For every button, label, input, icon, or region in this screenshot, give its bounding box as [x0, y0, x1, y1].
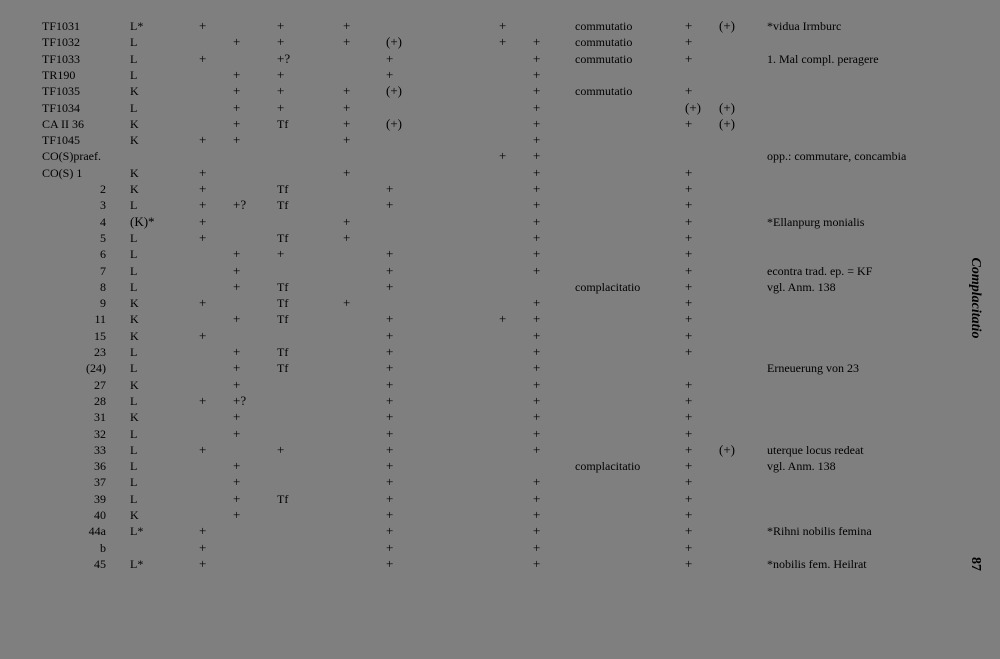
mark-col-6: + — [499, 311, 507, 327]
mark-col-9: + — [685, 539, 693, 555]
mark-col-4: + — [343, 295, 351, 311]
mark-col-3: Tf — [277, 182, 289, 196]
mark-col-9: + — [685, 262, 693, 278]
type-cell: K — [130, 410, 139, 425]
mark-col-2: + — [233, 66, 241, 82]
row-id: 44a — [88, 524, 106, 539]
mark-col-7: + — [533, 164, 541, 180]
mark-col-7: + — [533, 197, 541, 213]
table-row — [0, 409, 940, 425]
mark-col-7: + — [533, 344, 541, 359]
mark-col-1: + — [199, 213, 207, 229]
type-cell: L — [130, 475, 138, 490]
mark-col-4: + — [343, 164, 351, 180]
note-cell: *Rihni nobilis femina — [767, 524, 872, 539]
type-cell: L — [130, 361, 138, 376]
row-id: 37 — [94, 475, 106, 490]
mark-col-10: (+) — [719, 441, 735, 457]
mark-col-5: (+) — [386, 34, 402, 50]
row-id: TF1033 — [42, 51, 81, 66]
row-id: 28 — [94, 393, 106, 408]
row-id: (24) — [86, 361, 106, 376]
table-row — [0, 214, 940, 230]
mark-col-1: + — [199, 523, 207, 539]
type-cell: L — [130, 459, 138, 474]
mark-col-7: + — [533, 262, 541, 278]
type-cell: L — [130, 51, 138, 66]
mark-col-1: + — [199, 18, 207, 33]
term-cell: complacitatio — [575, 459, 641, 474]
table-row — [0, 523, 940, 539]
mark-col-1: + — [199, 197, 207, 213]
mark-col-7: + — [533, 132, 541, 148]
mark-col-2: + — [233, 262, 241, 278]
row-id: 27 — [94, 377, 106, 392]
mark-col-5: + — [386, 262, 394, 278]
row-id: 39 — [94, 491, 106, 506]
mark-col-5: + — [386, 50, 394, 66]
row-id: 6 — [100, 247, 106, 262]
mark-col-7: + — [533, 507, 541, 522]
mark-col-7: + — [533, 490, 541, 506]
table-row — [0, 393, 940, 409]
mark-col-7: + — [533, 83, 541, 99]
mark-col-7: + — [533, 229, 541, 245]
mark-col-7: + — [533, 311, 541, 327]
term-cell: commutatio — [575, 51, 633, 66]
mark-col-2: + — [233, 409, 241, 425]
mark-col-9: + — [685, 523, 693, 539]
type-cell: L — [130, 426, 138, 441]
mark-col-3: Tf — [277, 491, 289, 506]
type-cell: K — [130, 508, 139, 522]
row-id: TF1031 — [42, 19, 81, 33]
mark-col-7: + — [533, 246, 541, 262]
note-cell: econtra trad. ep. = KF — [767, 263, 873, 278]
mark-col-10: (+) — [719, 18, 735, 33]
row-id: TF1032 — [42, 35, 81, 50]
mark-col-5: + — [386, 344, 394, 359]
mark-col-2: + — [233, 311, 241, 327]
mark-col-3: + — [277, 441, 285, 457]
mark-col-5: + — [386, 327, 394, 343]
mark-col-5: + — [386, 474, 394, 490]
row-id: 7 — [100, 263, 106, 278]
mark-col-7: + — [533, 50, 541, 66]
mark-col-5: + — [386, 425, 394, 441]
note-cell: uterque locus redeat — [767, 442, 864, 457]
mark-col-9: + — [685, 197, 693, 213]
row-id: 11 — [94, 312, 106, 327]
mark-col-9: + — [685, 34, 693, 50]
mark-col-2: + — [233, 458, 241, 474]
mark-col-10: (+) — [719, 115, 735, 131]
table-row — [0, 295, 940, 311]
table-row — [0, 83, 940, 99]
mark-col-5: + — [386, 392, 394, 408]
mark-col-2: +? — [233, 392, 247, 408]
table-row — [0, 458, 940, 474]
mark-col-1: + — [199, 132, 207, 148]
row-id: TR190 — [42, 67, 76, 82]
mark-col-9: + — [685, 278, 693, 294]
table-row — [0, 311, 940, 327]
type-cell: L — [130, 100, 138, 115]
table-row — [0, 360, 940, 376]
mark-col-7: + — [533, 34, 541, 50]
row-id: 2 — [100, 182, 106, 196]
type-cell: K — [130, 182, 139, 196]
mark-col-9: + — [685, 213, 693, 229]
mark-col-3: + — [277, 18, 285, 33]
row-id: TF1035 — [42, 84, 81, 99]
type-cell: L — [130, 442, 138, 457]
mark-col-5: + — [386, 376, 394, 392]
mark-col-2: + — [233, 507, 241, 522]
mark-col-7: + — [533, 409, 541, 425]
row-id: 8 — [100, 279, 106, 294]
mark-col-5: + — [386, 490, 394, 506]
mark-col-9: + — [685, 474, 693, 490]
mark-col-5: + — [386, 539, 394, 555]
note-cell: *Ellanpurg monialis — [767, 214, 865, 229]
table-row — [0, 116, 940, 132]
mark-col-9: + — [685, 490, 693, 506]
mark-col-9: + — [685, 555, 693, 571]
mark-col-5: (+) — [386, 115, 402, 131]
mark-col-4: + — [343, 213, 351, 229]
row-id: CO(S) 1 — [42, 165, 83, 180]
mark-col-2: + — [233, 376, 241, 392]
mark-col-3: Tf — [277, 230, 289, 245]
mark-col-3: + — [277, 34, 285, 50]
mark-col-6: + — [499, 148, 507, 164]
mark-col-9: + — [685, 83, 693, 99]
note-cell: vgl. Anm. 138 — [767, 459, 836, 474]
mark-col-7: + — [533, 181, 541, 196]
type-cell: K — [130, 328, 139, 343]
mark-col-1: + — [199, 555, 207, 571]
mark-col-6: + — [499, 18, 507, 33]
type-cell: L — [130, 230, 138, 245]
mark-col-4: + — [343, 18, 351, 33]
table-row — [0, 279, 940, 295]
type-cell: L* — [130, 19, 144, 33]
mark-col-10: (+) — [719, 99, 735, 115]
type-cell: L* — [130, 524, 144, 539]
mark-col-7: + — [533, 295, 541, 311]
mark-col-3: +? — [277, 50, 291, 66]
mark-col-7: + — [533, 115, 541, 131]
mark-col-9: + — [685, 18, 693, 33]
mark-col-9: + — [685, 425, 693, 441]
term-cell: complacitatio — [575, 279, 641, 294]
table-row — [0, 165, 940, 181]
mark-col-6: + — [499, 34, 507, 50]
note-cell: 1. Mal compl. peragere — [767, 51, 879, 66]
type-cell: K — [130, 312, 139, 327]
mark-col-1: + — [199, 295, 207, 311]
note-cell: *vidua Irmburc — [767, 19, 842, 33]
type-cell: L — [130, 345, 138, 359]
mark-col-4: + — [343, 83, 351, 99]
table-row — [0, 507, 940, 523]
row-id: 45 — [94, 556, 106, 571]
row-id: 23 — [94, 345, 106, 359]
row-id: CA II 36 — [42, 116, 84, 131]
note-cell: Erneuerung von 23 — [767, 361, 859, 376]
mark-col-9: + — [685, 295, 693, 311]
table-row — [0, 230, 940, 246]
mark-col-2: + — [233, 34, 241, 50]
note-cell: opp.: commutare, concambia — [767, 149, 907, 164]
mark-col-9: + — [685, 311, 693, 327]
row-id: CO(S)praef. — [42, 149, 101, 164]
mark-col-7: + — [533, 523, 541, 539]
row-id: 36 — [94, 459, 106, 474]
mark-col-2: + — [233, 99, 241, 115]
mark-col-4: + — [343, 99, 351, 115]
mark-col-7: + — [533, 213, 541, 229]
type-cell: L — [130, 393, 138, 408]
table-row — [0, 246, 940, 262]
mark-col-3: Tf — [277, 198, 289, 213]
row-id: 31 — [94, 410, 106, 425]
type-cell: K — [130, 377, 139, 392]
table-row — [0, 148, 940, 164]
mark-col-9: + — [685, 246, 693, 262]
type-cell: (K)* — [130, 213, 155, 229]
mark-col-1: + — [199, 181, 207, 196]
mark-col-3: + — [277, 66, 285, 82]
row-id: 32 — [94, 426, 106, 441]
note-cell: vgl. Anm. 138 — [767, 279, 836, 294]
mark-col-7: + — [533, 148, 541, 164]
mark-col-5: + — [386, 458, 394, 474]
mark-col-2: + — [233, 83, 241, 99]
table-row — [0, 344, 940, 360]
type-cell: K — [130, 84, 139, 99]
type-cell: L — [130, 263, 138, 278]
row-id: TF1034 — [42, 100, 81, 115]
mark-col-7: + — [533, 376, 541, 392]
row-id: 15 — [94, 328, 106, 343]
mark-col-3: + — [277, 99, 285, 115]
table-row — [0, 181, 940, 197]
mark-col-9: + — [685, 458, 693, 474]
mark-col-1: + — [199, 392, 207, 408]
mark-col-2: + — [233, 474, 241, 490]
table-row — [0, 442, 940, 458]
mark-col-5: + — [386, 246, 394, 262]
type-cell: K — [130, 296, 139, 311]
table-row — [0, 100, 940, 116]
mark-col-5: + — [386, 311, 394, 327]
mark-col-2: + — [233, 360, 241, 376]
term-cell: commutatio — [575, 84, 633, 99]
mark-col-2: +? — [233, 197, 247, 213]
mark-col-3: Tf — [277, 312, 289, 327]
type-cell: L — [130, 35, 138, 50]
mark-col-5: + — [386, 278, 394, 294]
mark-col-7: + — [533, 539, 541, 555]
row-id: TF1045 — [42, 133, 81, 148]
mark-col-3: Tf — [277, 345, 289, 359]
mark-col-9: + — [685, 50, 693, 66]
mark-col-5: + — [386, 360, 394, 376]
mark-col-9: + — [685, 376, 693, 392]
row-id: 4 — [100, 214, 106, 229]
mark-col-7: + — [533, 99, 541, 115]
table-row — [0, 540, 940, 556]
mark-col-7: + — [533, 555, 541, 571]
mark-col-3: Tf — [277, 279, 289, 294]
row-id: 3 — [100, 198, 106, 213]
mark-col-9: (+) — [685, 99, 701, 115]
mark-col-4: + — [343, 115, 351, 131]
mark-col-7: + — [533, 474, 541, 490]
mark-col-5: + — [386, 555, 394, 571]
mark-col-9: + — [685, 327, 693, 343]
mark-col-9: + — [685, 181, 693, 196]
mark-col-1: + — [199, 164, 207, 180]
page-number: 87 — [968, 557, 983, 571]
mark-col-7: + — [533, 392, 541, 408]
table-row — [0, 377, 940, 393]
mark-col-5: + — [386, 523, 394, 539]
side-title: Complacitatio — [968, 257, 983, 339]
type-cell: L — [130, 491, 138, 506]
table-row — [0, 132, 940, 148]
mark-col-1: + — [199, 327, 207, 343]
note-cell: *nobilis fem. Heilrat — [767, 556, 867, 571]
mark-col-3: Tf — [277, 116, 289, 131]
mark-col-2: + — [233, 246, 241, 262]
mark-col-3: Tf — [277, 296, 289, 311]
table-row — [0, 263, 940, 279]
mark-col-9: + — [685, 409, 693, 425]
row-id: 33 — [94, 442, 106, 457]
type-cell: L — [130, 279, 138, 294]
mark-col-9: + — [685, 115, 693, 131]
type-cell: L — [130, 247, 138, 262]
row-id: 5 — [100, 230, 106, 245]
table-row — [0, 18, 940, 34]
type-cell: K — [130, 116, 139, 131]
mark-col-5: + — [386, 409, 394, 425]
mark-col-2: + — [233, 344, 241, 359]
mark-col-7: + — [533, 425, 541, 441]
mark-col-1: + — [199, 441, 207, 457]
mark-col-4: + — [343, 132, 351, 148]
mark-col-9: + — [685, 164, 693, 180]
mark-col-5: + — [386, 441, 394, 457]
type-cell: L — [130, 198, 138, 213]
table-row — [0, 34, 940, 50]
mark-col-9: + — [685, 507, 693, 522]
mark-col-9: + — [685, 392, 693, 408]
mark-col-5: (+) — [386, 83, 402, 99]
row-id: 9 — [100, 296, 106, 311]
mark-col-9: + — [685, 441, 693, 457]
table-row — [0, 474, 940, 490]
mark-col-3: + — [277, 246, 285, 262]
row-id: b — [100, 540, 106, 555]
mark-col-3: + — [277, 83, 285, 99]
mark-col-1: + — [199, 50, 207, 66]
mark-col-3: Tf — [277, 361, 289, 376]
term-cell: commutatio — [575, 19, 633, 33]
mark-col-5: + — [386, 197, 394, 213]
mark-col-9: + — [685, 344, 693, 359]
type-cell: L* — [130, 556, 144, 571]
type-cell: K — [130, 133, 139, 148]
table-row — [0, 556, 940, 572]
table-row — [0, 328, 940, 344]
mark-col-1: + — [199, 229, 207, 245]
table-row — [0, 426, 940, 442]
mark-col-2: + — [233, 115, 241, 131]
mark-col-7: + — [533, 360, 541, 376]
mark-col-5: + — [386, 66, 394, 82]
mark-col-2: + — [233, 278, 241, 294]
mark-col-4: + — [343, 34, 351, 50]
mark-col-5: + — [386, 181, 394, 196]
table-row — [0, 67, 940, 83]
mark-col-9: + — [685, 229, 693, 245]
mark-col-5: + — [386, 507, 394, 522]
type-cell: L — [130, 67, 138, 82]
mark-col-7: + — [533, 327, 541, 343]
term-cell: commutatio — [575, 35, 633, 50]
row-id: 40 — [94, 508, 106, 522]
mark-col-7: + — [533, 66, 541, 82]
mark-col-7: + — [533, 441, 541, 457]
mark-col-2: + — [233, 425, 241, 441]
table-row — [0, 197, 940, 213]
type-cell: K — [130, 165, 139, 180]
table-row — [0, 491, 940, 507]
mark-col-2: + — [233, 490, 241, 506]
mark-col-1: + — [199, 539, 207, 555]
mark-col-2: + — [233, 132, 241, 148]
table-row — [0, 51, 940, 67]
mark-col-4: + — [343, 229, 351, 245]
